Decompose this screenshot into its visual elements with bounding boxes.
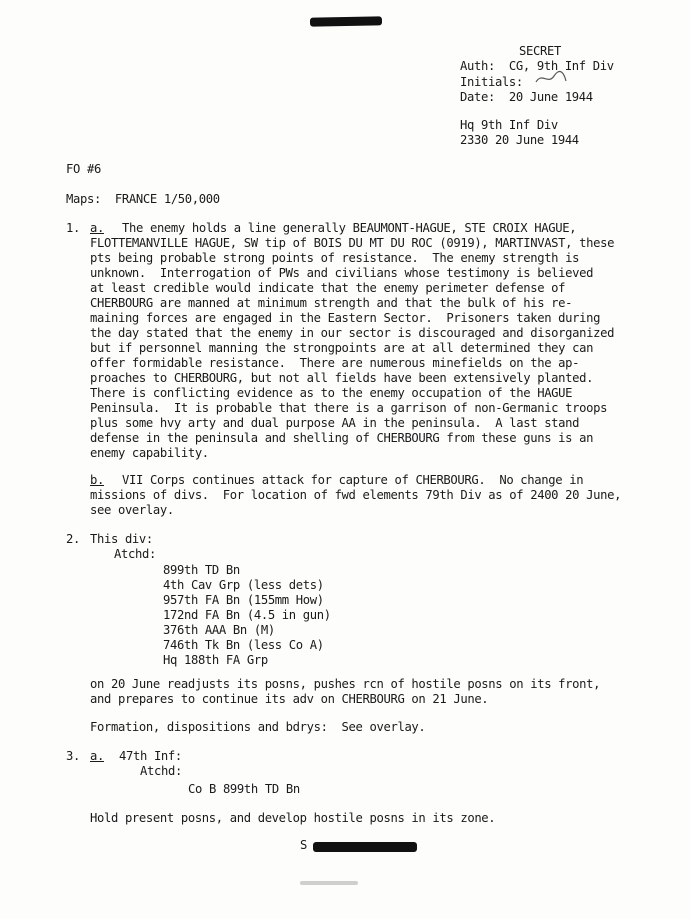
faint-stamp-mark [300,881,358,885]
para2-action-line: and prepares to continue its adv on CHERBOURG on 21 June. [90,692,489,706]
para1-a-line: at least credible would indicate that the enemy perimeter defense of [90,281,566,295]
para3-task: Hold present posns, and develop hostile posns in its zone. [90,811,496,825]
para1-a-line: offer formidable resistance. There are numerous minefields on the ap- [90,356,580,370]
para1-b-line: VII Corps continues attack for capture of CHERBOURG. No change in [122,473,584,487]
this-div-label: This div: [90,532,153,546]
redaction-bar-signature [313,842,417,852]
attached-unit: 957th FA Bn (155mm How) [163,593,324,607]
para1-a-label: a. [90,221,104,235]
atchd-label: Atchd: [114,547,156,561]
attached-unit: Hq 188th FA Grp [163,653,268,667]
formation-line: Formation, dispositions and bdrys: See overlay. [90,720,426,734]
time-line: 2330 20 June 1944 [460,133,579,147]
hq-line: Hq 9th Inf Div [460,118,558,132]
attached-unit: 746th Tk Bn (less Co A) [163,638,324,652]
para3-atchd-label: Atchd: [140,764,182,778]
para1-a-line: proaches to CHERBOURG, but not all fields have been extensively planted. [90,371,594,385]
para3-unit: 47th Inf: [119,749,182,763]
maps-line: Maps: FRANCE 1/50,000 [66,192,220,206]
auth-line: Auth: CG, 9th Inf Div [460,59,614,73]
para3-attached-unit: Co B 899th TD Bn [188,782,300,796]
para1-a-line: Peninsula. It is probable that there is a garrison of non-Germanic troops [90,401,608,415]
para2-action-line: on 20 June readjusts its posns, pushes rcn of hostile posns on its front, [90,677,601,691]
para3-a-label: a. [90,749,104,763]
initials-scribble [534,69,568,87]
para2-number: 2. [66,532,80,546]
para1-a-line: There is conflicting evidence as to the enemy occupation of the HAGUE [90,386,573,400]
para1-a-line: enemy capability. [90,446,209,460]
initials-line: Initials: [460,75,523,89]
order-number: FO #6 [66,162,101,176]
para1-a-line: the day stated that the enemy in our sector is discouraged and disorganized [90,326,615,340]
para1-a-line: The enemy holds a line generally BEAUMONT-HAGUE, STE CROIX HAGUE, [122,221,577,235]
attached-unit: 376th AAA Bn (M) [163,623,275,637]
attached-unit: 172nd FA Bn (4.5 in gun) [163,608,331,622]
para3-number: 3. [66,749,80,763]
para1-a-line: maining forces are engaged in the Eastern Sector. Prisoners taken during [90,311,601,325]
redaction-bar-top [310,16,382,26]
para1-b-line: see overlay. [90,503,174,517]
classification-mark: SECRET [519,44,561,58]
para1-a-line: but if personnel manning the strongpoints are at all determined they can [90,341,594,355]
para1-a-line: unknown. Interrogation of PWs and civilians whose testimony is believed [90,266,594,280]
para1-a-line: FLOTTEMANVILLE HAGUE, SW tip of BOIS DU MT DU ROC (0919), MARTINVAST, these [90,236,615,250]
para1-a-line: CHERBOURG are manned at minimum strength and that the bulk of his re- [90,296,573,310]
signature-initial: S [300,838,307,852]
date-line: Date: 20 June 1944 [460,90,593,104]
para1-b-label: b. [90,473,104,487]
para1-a-line: plus some hvy arty and dual purpose AA in the peninsula. A last stand [90,416,580,430]
para1-a-line: defense in the peninsula and shelling of CHERBOURG from these guns is an [90,431,594,445]
attached-unit: 4th Cav Grp (less dets) [163,578,324,592]
attached-unit: 899th TD Bn [163,563,240,577]
para1-number: 1. [66,221,80,235]
para1-b-line: missions of divs. For location of fwd elements 79th Div as of 2400 20 June, [90,488,622,502]
para1-a-line: pts being probable strong points of resistance. The enemy strength is [90,251,580,265]
